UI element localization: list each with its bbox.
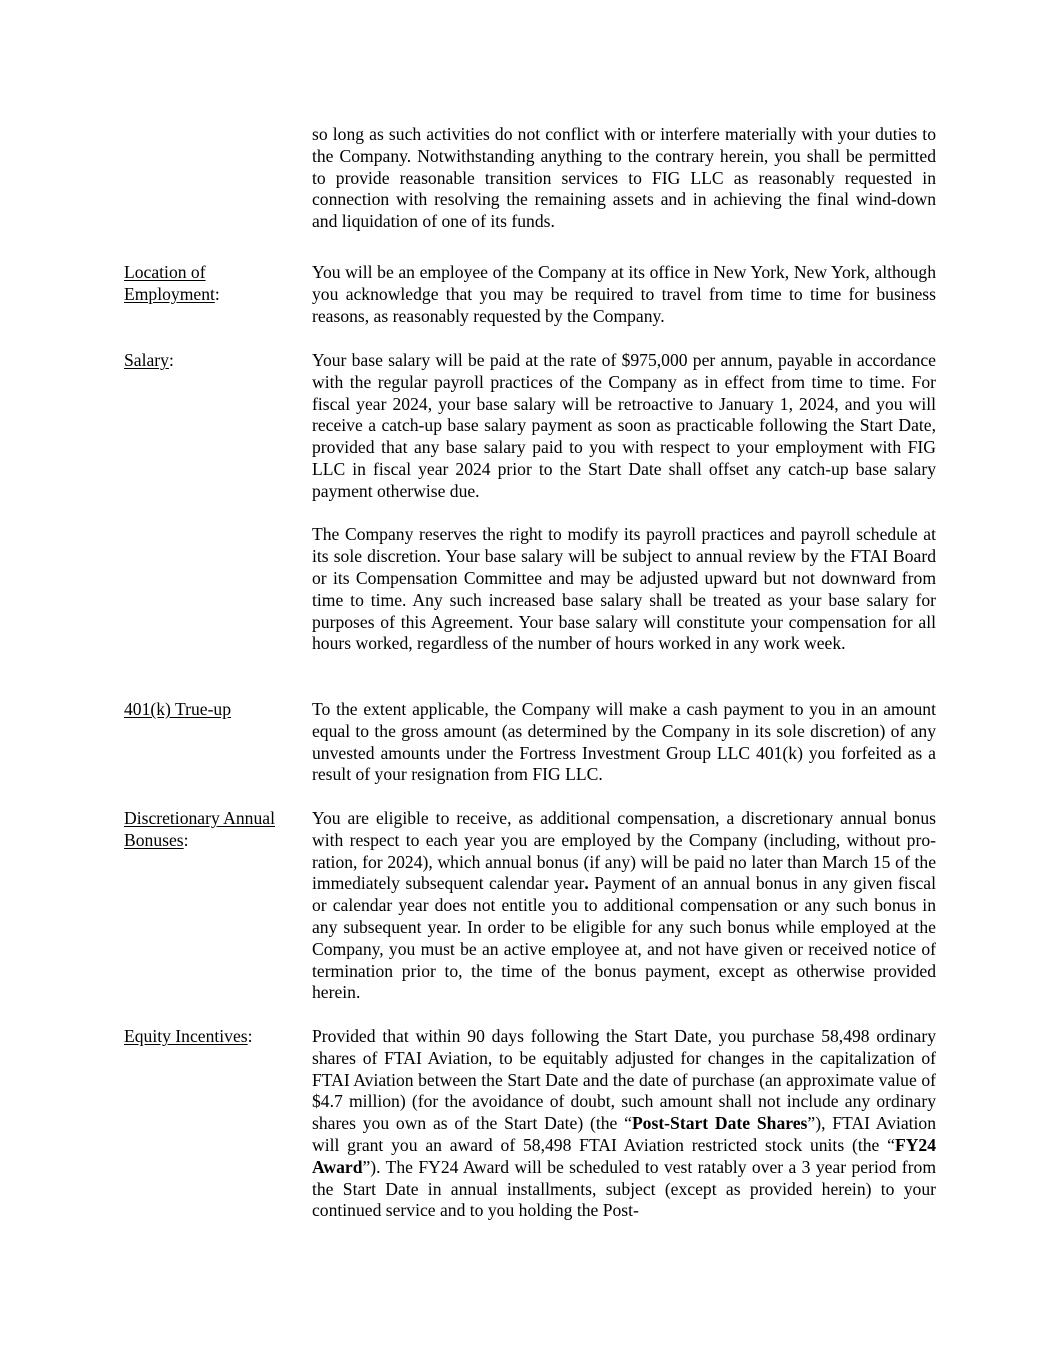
salary-label-colon: :: [168, 350, 174, 370]
location-text: You will be an employee of the Company at its office in New York, New York, although you acknowledge that you may be required to travel from time to time for business reasons, as reasonably requested by the Company.: [312, 262, 936, 326]
salary-label-text: Salary: [124, 350, 169, 370]
equity-term-fy24-award: FY24 Award: [312, 1134, 936, 1177]
bonuses-text-b: Payment of an annual bonus in any given fiscal or calendar year does not entitle you to additional compensation or any such bonus in any subsequent year. In order to be eligible for any such bonus while employed at the Company, you must be an active employee at, and not have given or received notice of termination prior to, the time of the bonus payment, except as otherwise provided herein.: [312, 873, 936, 1003]
equity-term-post-start-date-shares: Post-Start Date Shares: [631, 1113, 808, 1134]
equity-label: [124, 1026, 304, 1048]
equity-text-c: ”). The FY24 Award will be scheduled to vest ratably over a 3 year period from the Start Date in annual installments, subject (except as provided herein) to your continued service and to you holding the Post-: [312, 1156, 936, 1221]
continuation-text: so long as such activities do not conflict with or interfere materially with your duties to the Company. Notwithstanding anything to the contrary herein, you shall be permitted to provide reasonable transition services to FIG LLC as reasonably requested in connection with resolving the remaining assets and in achieving the final wind-down and liquidation of one of its funds.: [312, 124, 936, 232]
equity-text-b: ”), FTAI Aviation will grant you an award of 58,498 FTAI Aviation restricted stock units (the “: [312, 1113, 937, 1155]
salary-body: [312, 350, 936, 655]
bonuses-text-a: You are eligible to receive, as additional compensation, a discretionary annual bonus with respect to each year you are employed by the Company (including, without pro-ration, for 2024), which annual bonus (if any) will be paid no later than March 15 of the immediately subsequent calendar year: [312, 808, 936, 894]
equity-text-a: Provided that within 90 days following the Start Date, you purchase 58,498 ordinary shares of FTAI Aviation, to be equitably adjusted for changes in the capitalization of FTAI Aviation between the Start Date and the date of purchase (an approximate value of $4.7 million) (for the avoidance of doubt, such amount shall not include any ordinary shares you own as of the Start Date) (the “: [312, 1026, 936, 1134]
location-body: [312, 262, 936, 327]
true-up-label: [124, 699, 304, 721]
bonuses-label-line2: Bonuses: [124, 829, 184, 850]
salary-paragraph-1: Your base salary will be paid at the rate of $975,000 per annum, payable in accordance with the regular payroll practices of the Company as in effect from time to time. For fiscal year 2024, your base salary will be retroactive to January 1, 2024, and you will receive a catch-up base salary payment as soon as practicable following the Start Date, provided that any base salary paid to you with respect to your employment with FIG LLC in fiscal year 2024 prior to the Start Date shall offset any catch-up base salary payment otherwise due.: [312, 350, 936, 501]
continuation-body: [312, 124, 936, 233]
location-label: [124, 262, 304, 306]
salary-label: [124, 350, 304, 372]
true-up-label-text: 401(k) True-up: [124, 699, 232, 719]
location-label-colon: :: [214, 283, 220, 304]
bonuses-text: [312, 808, 936, 1004]
location-label-line2: Employment: [124, 283, 215, 304]
equity-label-text: Equity Incentives: [124, 1026, 248, 1046]
location-label-line1: Location of: [124, 262, 206, 282]
bonuses-bold-period: .: [584, 873, 589, 894]
equity-label-colon: :: [247, 1026, 253, 1046]
bonuses-label: [124, 808, 308, 852]
bonuses-label-line1: Discretionary Annual: [124, 808, 275, 828]
salary-paragraph-2: The Company reserves the right to modify its payroll practices and payroll schedule at its sole discretion. Your base salary will be subject to annual review by the FTAI Board or its Compensation Committee and may be adjusted upward but not downward from time to time. Any such increased base salary shall be treated as your base salary for purposes of this Agreement. Your base salary will constitute your compensation for all hours worked, regardless of the number of hours worked in any work week.: [312, 524, 936, 654]
bonuses-label-colon: :: [183, 829, 189, 850]
equity-text: [312, 1026, 936, 1222]
bonuses-body: [312, 808, 936, 1004]
true-up-body: [312, 699, 936, 786]
true-up-text: To the extent applicable, the Company will make a cash payment to you in an amount equal to the gross amount (as determined by the Company in its sole discretion) of any unvested amounts under the Fortress Investment Group LLC 401(k) you forfeited as a result of your resignation from FIG LLC.: [312, 699, 936, 785]
equity-body: [312, 1026, 936, 1222]
